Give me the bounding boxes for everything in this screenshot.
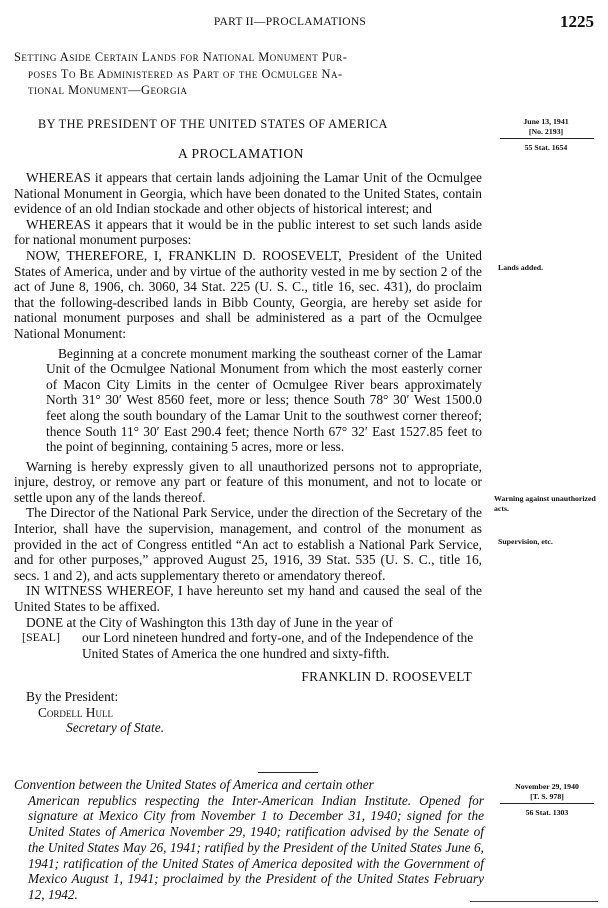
proclamation-title: A PROCLAMATION xyxy=(178,146,304,161)
section-divider xyxy=(258,772,318,773)
running-header: PART II—PROCLAMATIONS xyxy=(213,16,367,28)
done-line: DONE at the City of Washington this 13th day of June in the year of xyxy=(26,614,393,630)
sidenote-supervision: Supervision, etc. xyxy=(498,537,553,546)
sidenote-stat-2: 56 Stat. 1303 xyxy=(525,808,569,817)
paragraph-director: The Director of the National Park Service, under the direction of the Secretary of the Interior, shall have the supervision, management, and control of the monument as provided in the act of Congress entitled “An act to establish a National Park Service, and for other purposes,” approved August 25, 1916, 39 Stat. 535 (U. S. C., title 16, secs. 1 and 2), and acts supplementary thereto or amendatory thereof. xyxy=(14,505,482,583)
land-description: Beginning at a concrete monument marking the southeast corner of the Lamar Unit of the Ocmulgee National Monument from which the most easterly corner of Macon City Limits in the center of Ocmulgee River bears approximately North 31° 30′ West 8560 feet, more or less; thence South 78° 30′ West 1500.0 feet along the south boundary of the Lamar Unit to the southwest corner thereof; thence South 11° 30′ East 290.4 feet; thence North 67° 32′ East 1527.85 feet to the point of beginning, containing 5 acres, more or less. xyxy=(46,345,482,455)
sidenote-stat: 55 Stat. 1654 xyxy=(524,143,568,152)
paragraph-done xyxy=(14,615,482,662)
secretary-name: Cordell Hull xyxy=(38,704,113,720)
seal-mark: [SEAL] xyxy=(22,630,60,645)
signature: FRANKLIN D. ROOSEVELT xyxy=(301,669,472,685)
by-president-line: BY THE PRESIDENT OF THE UNITED STATES OF AMERICA xyxy=(38,117,388,131)
convention-continuation: American republics respecting the Inter-American Indian Institute. Opened for signature at Mexico City from November 1 to December 31, 1940; signed for the United States of America November 29, 1940; ratification advised by the Senate of the United States May 26, 1941; ratified by the President of the United States June 6, 1941; ratification of the United States of America deposited with the Government of Mexico August 1, 1941; proclaimed by the President of the United States February 12, 1942. xyxy=(28,792,484,902)
convention-line: Convention between the United States of America and certain other xyxy=(14,777,374,792)
heading-line: poses To Be Administered as Part of the Ocmulgee Na- xyxy=(28,66,343,81)
paragraph-warning: Warning is hereby expressly given to all unauthorized persons not to appropriate, injure, destroy, or remove any part or feature of this monument, and not to locate or settle upon any of the lands thereof. xyxy=(14,458,482,505)
countersignature xyxy=(14,689,482,736)
done-continuation: our Lord nineteen hundred and forty-one, and of the Independence of the United States of America the one hundred and sixty-fifth. xyxy=(82,630,474,661)
sidenote-lands-added: Lands added. xyxy=(498,263,544,272)
sidenote-date: June 13, 1941 [No. 2193] xyxy=(523,117,569,136)
by-president-label: By the President: xyxy=(26,689,119,704)
heading-line: Setting Aside Certain Lands for National Monument Pur- xyxy=(14,50,348,64)
convention-heading xyxy=(14,777,484,903)
paragraph-whereas-1: WHEREAS it appears that certain lands adjoining the Lamar Unit of the Ocmulgee National Monument in Georgia, which have been donated to the United States, contain evidence of an old Indian stockade and other objects of historical interest; and xyxy=(14,170,482,217)
sidenote-rule xyxy=(500,803,594,804)
page-number: 1225 xyxy=(560,12,594,31)
sidenote-date-2: November 29, 1940 [T. S. 978] xyxy=(515,782,579,801)
paragraph-now-therefore: NOW, THEREFORE, I, FRANKLIN D. ROOSEVELT, President of the United States of America, under and by virtue of the authority vested in me by section 2 of the act of June 8, 1906, ch. 3060, 34 Stat. 225 (U. S. C., title 16, sec. 431), do proclaim that the following-described lands in Bibb County, Georgia, are hereby set aside for national monument purposes and shall be administered as a part of the Ocmulgee National Monument: xyxy=(14,247,482,341)
paragraph-witness: IN WITNESS WHEREOF, I have hereunto set my hand and caused the seal of the United States to be affixed. xyxy=(14,583,482,615)
heading-line: tional Monument—Georgia xyxy=(28,83,188,97)
bottom-rule xyxy=(470,901,598,902)
proclamation-body xyxy=(14,170,482,736)
sidenote-warning: Warning against unauthorized acts. xyxy=(494,494,596,513)
paragraph-whereas-2: WHEREAS it appears that it would be in the public interest to set such lands aside for national monument purposes: xyxy=(14,216,482,248)
document-heading xyxy=(14,49,484,99)
sidenote-rule xyxy=(500,138,594,139)
secretary-title: Secretary of State. xyxy=(66,720,165,736)
